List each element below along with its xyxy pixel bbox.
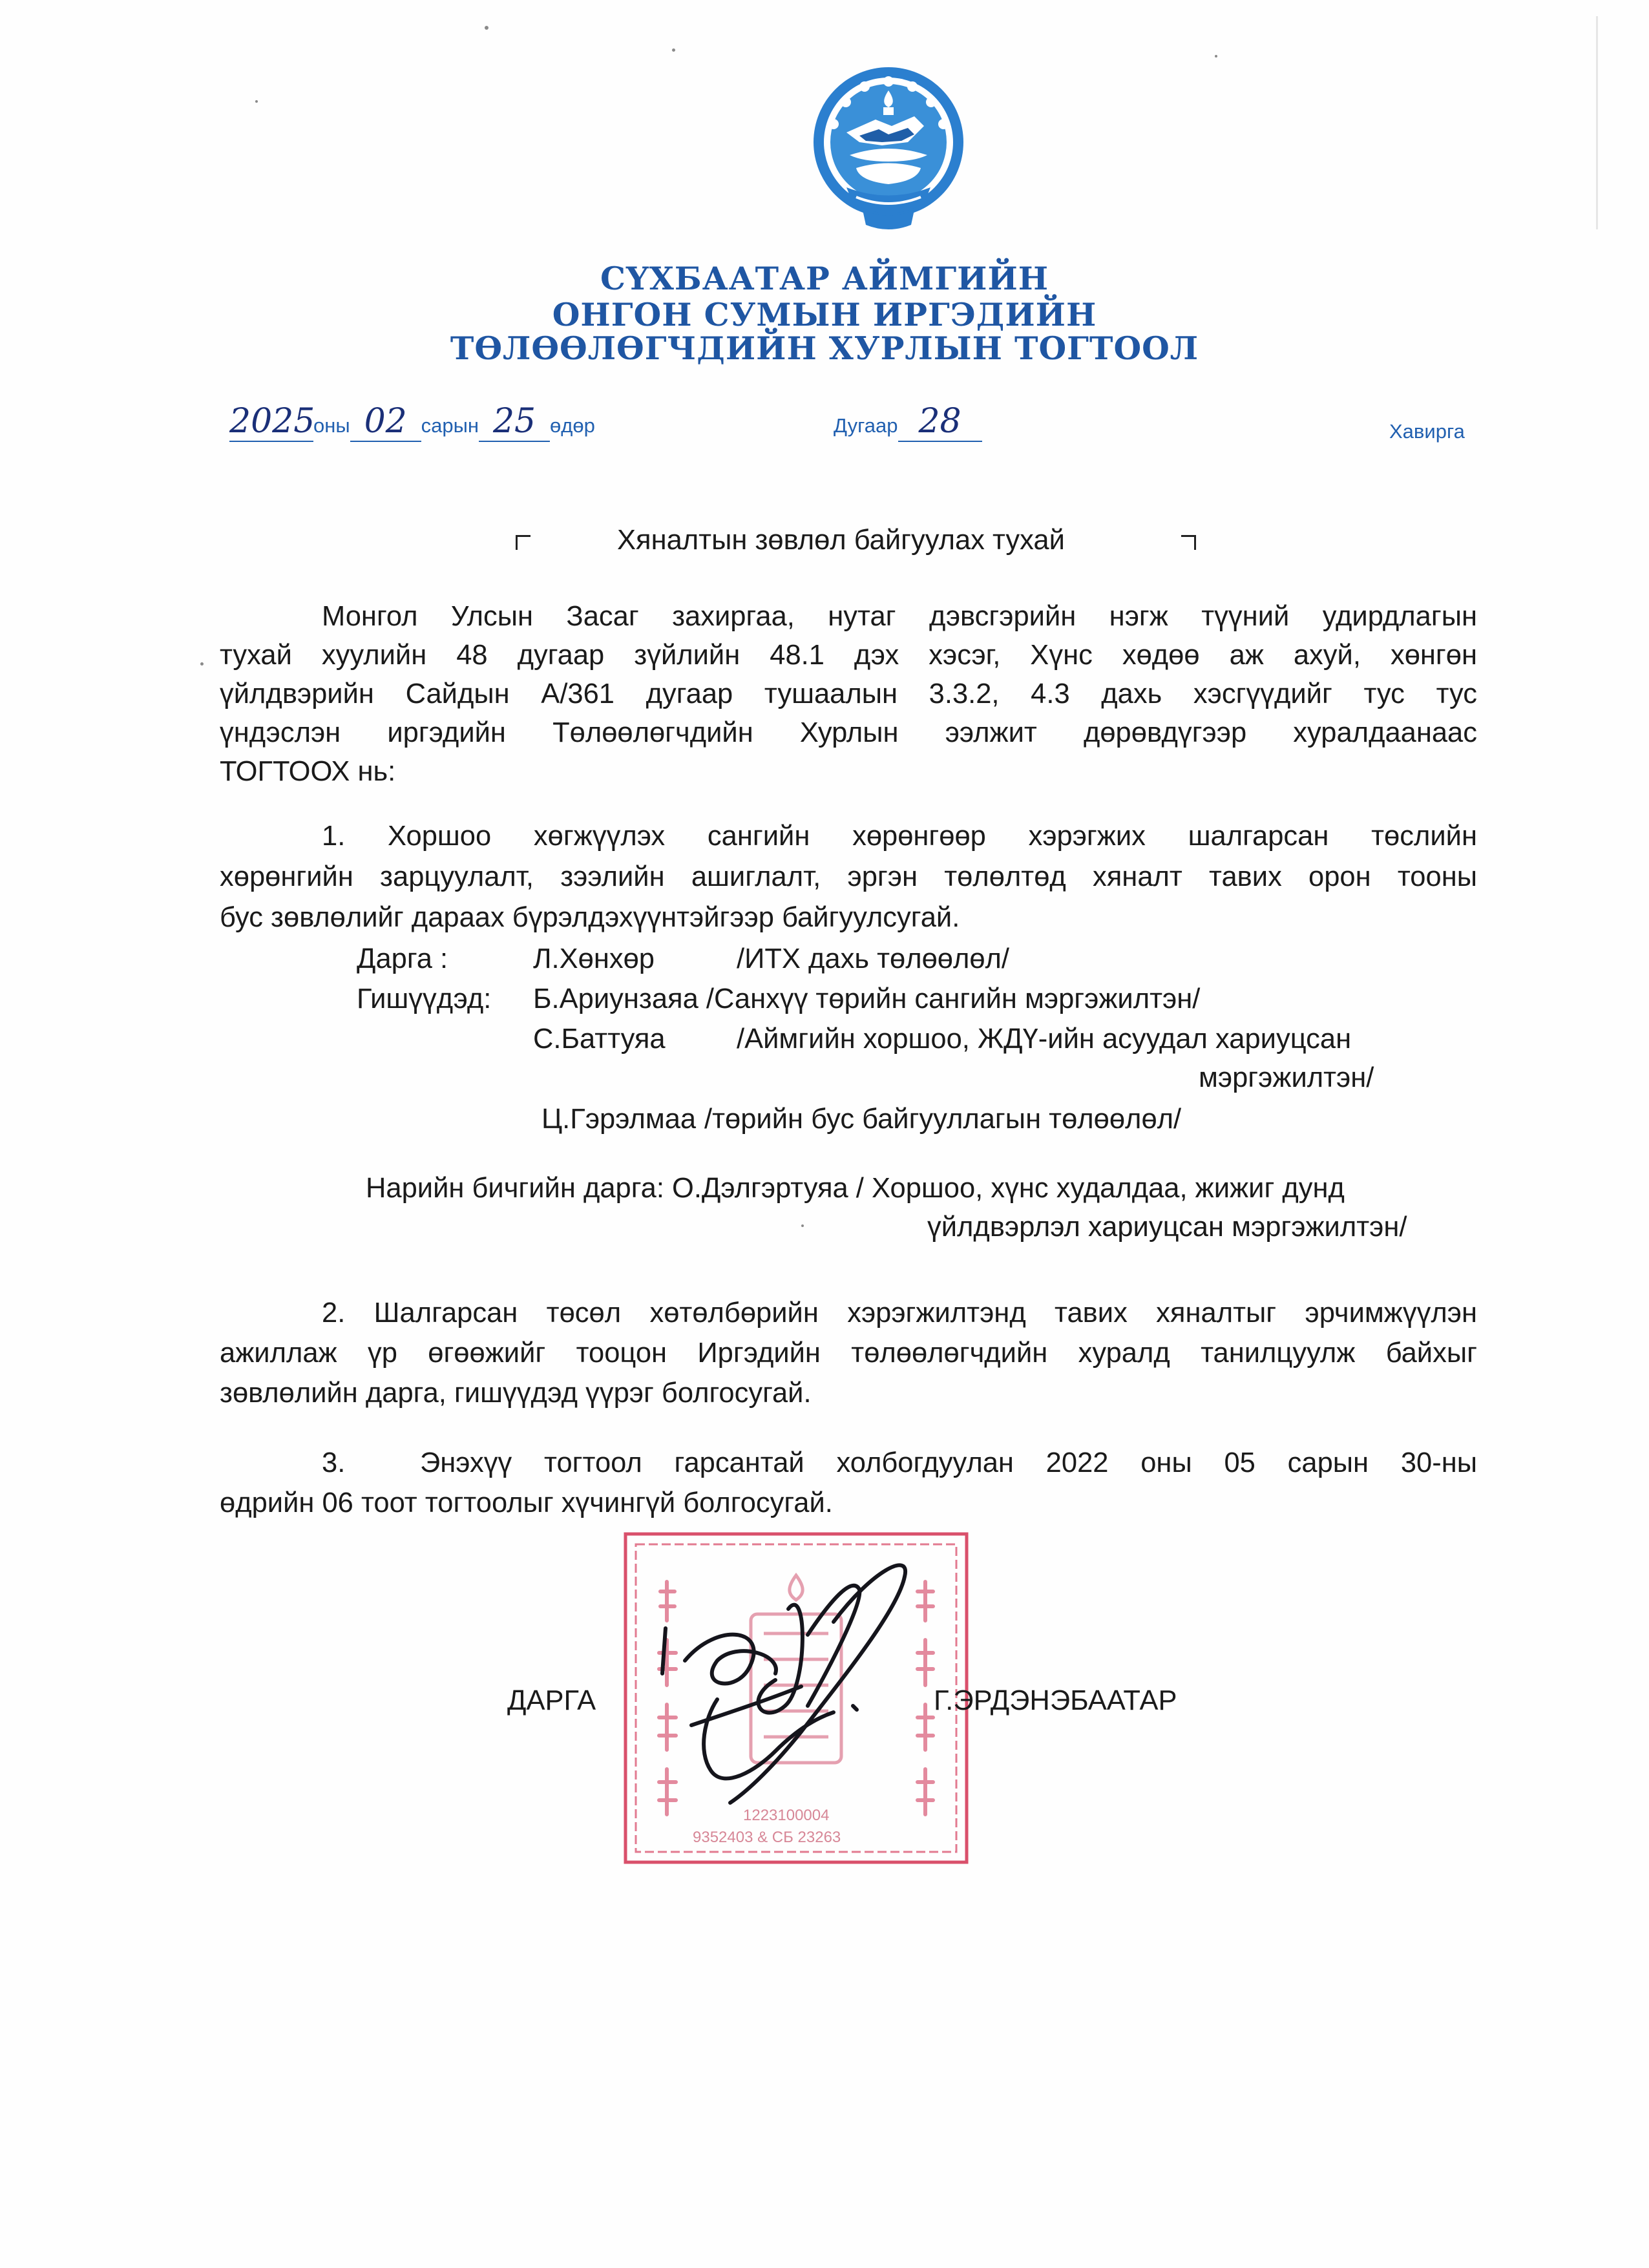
header-line-2: ОНГОН СУМЫН ИРГЭДИЙН (552, 296, 1097, 333)
date-month-label: сарын (421, 414, 479, 437)
seal-code-2: 9352403 & СБ 23263 (693, 1829, 841, 1846)
number-value: 28 (898, 402, 982, 442)
chair-name: Л.Хөнхөр (533, 943, 655, 974)
title-bracket-left (516, 535, 530, 550)
intro-line: үндэслэн иргэдийн Төлөөлөгчдийн Хурлын ээлжит дөрөвдүгээр хуралдаанаас (220, 717, 1477, 748)
scan-speck (255, 100, 258, 103)
seal-code-1: 1223100004 (743, 1807, 830, 1824)
date-year-label: оны (313, 414, 350, 437)
member-1: Б.Ариунзаяа /Санхүү төрийн сангийн мэргэжилтэн/ (533, 983, 1201, 1014)
state-emblem-icon (811, 65, 966, 238)
number-field (834, 402, 982, 442)
date-field (229, 402, 595, 442)
member-2-role: /Аймгийн хоршоо, ЖДҮ-ийн асуудал хариуцсан (737, 1024, 1352, 1055)
member-2-role-cont: мэргэжилтэн/ (1199, 1062, 1374, 1093)
intro-line: Монгол Улсын Засаг захиргаа, нутаг дэвсгэрийн нэгж түүний удирдлагын (322, 601, 1477, 632)
scan-speck (672, 48, 675, 52)
signatory-name: Г.ЭРДЭНЭБААТАР (934, 1685, 1177, 1716)
item2-line: 2. Шалгарсан төсөл хөтөлбөрийн хэрэгжилтэнд тавих хяналтыг эрчимжүүлэн (322, 1297, 1477, 1328)
member-3-role: /төрийн бус байгууллагын төлөөлөл/ (704, 1104, 1182, 1135)
members-label: Гишүүдэд: (357, 983, 492, 1014)
intro-line: үйлдвэрийн Сайдын А/361 дугаар тушаалын 3.3.2, 4.3 дахь хэсгүүдийг тус тус (220, 678, 1477, 709)
document-title: Хяналтын зөвлөл байгуулах тухай (617, 525, 1065, 556)
date-day-label: өдөр (550, 414, 595, 437)
date-day: 25 (479, 402, 550, 442)
item1-line: бус зөвлөлийг дараах бүрэлдэхүүнтэйгээр байгуулсугай. (220, 902, 960, 933)
scan-speck (801, 1224, 804, 1227)
header-line-3: ТӨЛӨӨЛӨГЧДИЙН ХУРЛЫН ТОГТООЛ (450, 330, 1199, 367)
date-year: 2025 (229, 402, 315, 441)
scan-edge-line (1596, 16, 1598, 229)
item1-line: 1. Хоршоо хөгжүүлэх сангийн хөрөнгөөр хэрэгжих шалгарсан төслийн (322, 821, 1477, 852)
handwritten-signature (640, 1557, 976, 1842)
member-3-name: Ц.Гэрэлмаа (541, 1104, 697, 1135)
item1-line: хөрөнгийн зарцуулалт, зээлийн ашиглалт, эргэн төлөлтөд хяналт тавих орон тооны (220, 861, 1477, 892)
secretary-line: Нарийн бичгийн дарга: О.Дэлгэртуяа / Хоршоо, хүнс худалдаа, жижиг дунд (366, 1173, 1345, 1204)
item2-line: ажиллаж үр өгөөжийг тооцон Иргэдийн төлөөлөгчдийн хуралд танилцуулж байхыг (220, 1338, 1477, 1369)
date-month: 02 (350, 402, 421, 442)
scan-speck (1215, 55, 1217, 58)
signatory-title: ДАРГА (507, 1685, 596, 1716)
item3-number: 3. (322, 1447, 346, 1478)
scan-speck (485, 26, 488, 30)
chair-role: /ИТХ дахь төлөөлөл/ (737, 943, 1010, 974)
secretary-line-cont: үйлдвэрлэл хариуцсан мэргэжилтэн/ (927, 1212, 1407, 1243)
intro-line: ТОГТООХ нь: (220, 756, 396, 787)
intro-line: тухай хуулийн 48 дугаар зүйлийн 48.1 дэх хэсэг, Хүнс хөдөө аж ахуй, хөнгөн (220, 640, 1477, 671)
chair-label: Дарга : (357, 943, 448, 974)
item2-line: зөвлөлийн дарга, гишүүдэд үүрэг болгосугай. (220, 1378, 812, 1409)
title-bracket-right (1181, 535, 1196, 550)
member-2-name: С.Баттуяа (533, 1024, 666, 1055)
item3-line: Энэхүү тогтоол гарсантай холбогдуулан 2022 оны 05 сарын 30-ны (420, 1447, 1477, 1478)
item3-line: өдрийн 06 тоот тогтоолыг хүчингүй болгосугай. (220, 1487, 833, 1518)
scan-speck (200, 662, 204, 666)
header-line-1: СҮХБААТАР АЙМГИЙН (600, 260, 1049, 297)
place-label: Хавирга (1389, 420, 1465, 443)
number-label: Дугаар (834, 414, 898, 437)
